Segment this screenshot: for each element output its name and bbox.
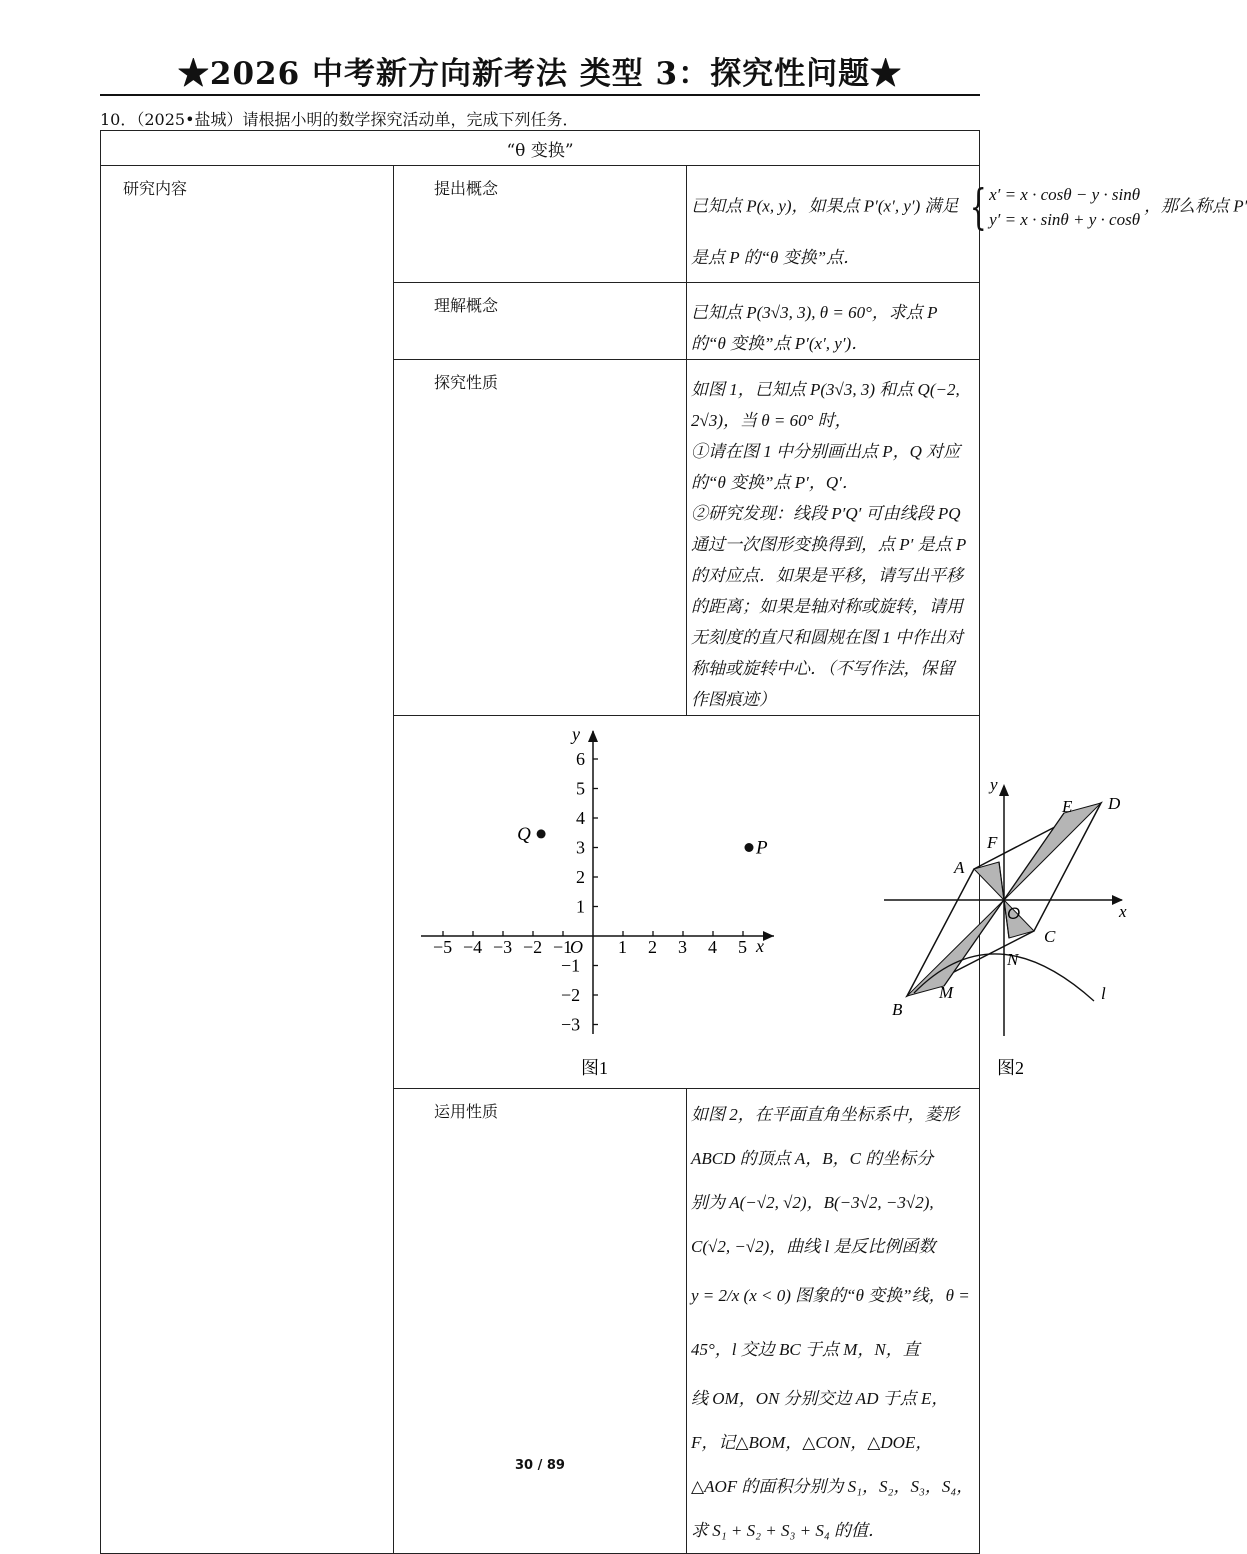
fig2-caption: 图2 <box>997 1058 1024 1078</box>
explore-line: 无刻度的直尺和圆规在图 1 中作出对称轴或旋转中心．（不写作法，保留 <box>691 628 963 678</box>
table-title: “θ 变换” <box>101 131 980 166</box>
explore-line: ②研究发现：线段 P′Q′ 可由线段 PQ 通过一次图形变换得到，点 P′ 是点 P <box>691 504 967 554</box>
fig1-x-label: x <box>756 936 764 956</box>
fig1-point-label: Q <box>517 823 531 845</box>
fig1-point-label: P <box>756 837 768 859</box>
fig2-y-arrow <box>999 784 1009 796</box>
figure-1 <box>421 724 774 1078</box>
fig1-caption: 图1 <box>581 1058 608 1078</box>
row-label-concept: 提出概念 <box>394 166 687 283</box>
label-B: B <box>892 1000 903 1019</box>
brace-glyph: { <box>969 179 987 235</box>
fig1-x-tick-label: 4 <box>708 937 717 957</box>
label-M: M <box>939 983 954 1002</box>
page-header-title: ★2026 中考新方向新考法 类型 3：探究性问题★ <box>177 56 903 92</box>
fig1-point-P <box>745 843 754 852</box>
explore-line: 如图 1，已知点 P(3√3, 3) 和点 Q(−2, 2√3)，当 θ = 60° 时， <box>691 380 960 430</box>
activity-sheet-table <box>100 130 1247 1554</box>
fig1-x-tick-label: 1 <box>618 937 627 957</box>
fig1-y-arrow <box>588 730 598 742</box>
explore-line: 的对应点．如果是平移，请写出平移的距离；如果是轴对称或旋转，请用 <box>691 566 963 616</box>
equation-system <box>963 179 1141 235</box>
fig1-y-tick-label: −3 <box>561 1014 581 1035</box>
fig1-x-tick-label: 2 <box>648 937 657 957</box>
fig1-x-tick-label: −5 <box>433 937 453 957</box>
apply-line: △AOF 的面积分别为 S₁，S₂，S₃，S₄，求 S₁ + S₂ + S₃ + S₄ 的值． <box>691 1477 974 1540</box>
understand-text: 已知点 P(3√3, 3), θ = 60°，求点 P 的“θ 变换”点 P′(x′, y′)． <box>691 303 938 353</box>
fig1-x-tick-label: −1 <box>553 937 573 957</box>
label-D: D <box>1108 794 1121 813</box>
label-curve-l: l <box>1101 984 1106 1003</box>
equation-line-1: x′ = x · cosθ − y · sinθ <box>989 185 1141 204</box>
fig1-x-tick-label: −3 <box>493 937 513 957</box>
row-label-understand: 理解概念 <box>394 283 687 360</box>
apply-line: y = 2/x (x < 0) 图象的“θ 变换”线，θ = 45°，l 交边 BC 于点 M，N，直 <box>691 1286 970 1359</box>
triangle-BOM <box>907 900 1004 996</box>
fig1-y-tick-label: −2 <box>561 985 581 1005</box>
apply-line: 别为 A(−√2, √2)，B(−3√2, −3√2), C(√2, −√2)，曲线 l 是反比例函数 <box>691 1193 936 1256</box>
label-E: E <box>1062 797 1073 816</box>
fig1-y-label: y <box>572 724 580 744</box>
fig1-y-tick-label: −1 <box>561 955 581 976</box>
equation-line-2: y′ = x · sinθ + y · cosθ <box>989 210 1141 229</box>
label-F: F <box>987 833 998 852</box>
fig1-point-Q <box>537 829 546 838</box>
fig1-x-tick-label: 3 <box>678 937 687 957</box>
fig1-y-tick-label: 5 <box>576 778 585 799</box>
concept-body <box>687 166 1247 283</box>
fig1-x-tick-label: 5 <box>738 937 747 957</box>
page-number: 30 / 89 <box>515 1458 565 1473</box>
fig1-origin-label: O <box>570 937 583 957</box>
fig1-y-tick-label: 3 <box>576 837 585 858</box>
section-label: 研究内容 <box>101 166 394 1554</box>
apply-body <box>687 1089 980 1554</box>
triangle-DOE <box>1004 803 1101 900</box>
concept-line1-pre: 已知点 P(x, y)，如果点 P′(x′, y′) 满足 <box>691 196 959 216</box>
apply-line: 线 OM，ON 分别交边 AD 于点 E，F，记△BOM，△CON，△DOE， <box>691 1389 949 1452</box>
figures-svg <box>394 716 1154 1088</box>
fig1-y-tick-label: 2 <box>576 867 585 887</box>
row-label-explore: 探究性质 <box>394 360 687 716</box>
fig1-x-tick-label: −4 <box>463 937 483 957</box>
fig1-y-tick-label: 4 <box>576 808 585 828</box>
header-rule <box>100 94 980 96</box>
explore-line: 作图痕迹） <box>691 690 776 709</box>
fig2-origin-label: O <box>1007 904 1021 923</box>
fig1-x-arrow <box>763 931 774 941</box>
fig1-x-tick-label: −2 <box>523 937 543 957</box>
label-A: A <box>954 858 965 877</box>
explore-line: ①请在图 1 中分别画出点 P，Q 对应的“θ 变换”点 P′，Q′． <box>691 442 961 492</box>
fig2-x-label: x <box>1119 902 1127 921</box>
fig1-y-tick-label: 6 <box>576 749 585 769</box>
concept-line2: 是点 P 的“θ 变换”点． <box>691 248 861 267</box>
understand-body <box>687 283 980 360</box>
explore-body <box>687 360 980 716</box>
figures-cell <box>394 716 1127 1089</box>
figure-2 <box>884 775 1127 1078</box>
label-N: N <box>1007 950 1019 969</box>
apply-line: 如图 2，在平面直角坐标系中，菱形 ABCD 的顶点 A，B，C 的坐标分 <box>691 1105 959 1168</box>
row-label-apply: 运用性质 <box>394 1089 687 1554</box>
label-C: C <box>1044 927 1056 946</box>
problem-intro: 10．（2025•盐城）请根据小明的数学探究活动单，完成下列任务． <box>100 110 579 129</box>
concept-line1-post: ，那么称点 P′ <box>1144 196 1247 216</box>
fig1-y-tick-label: 1 <box>576 896 585 917</box>
fig2-y-label: y <box>990 775 998 794</box>
